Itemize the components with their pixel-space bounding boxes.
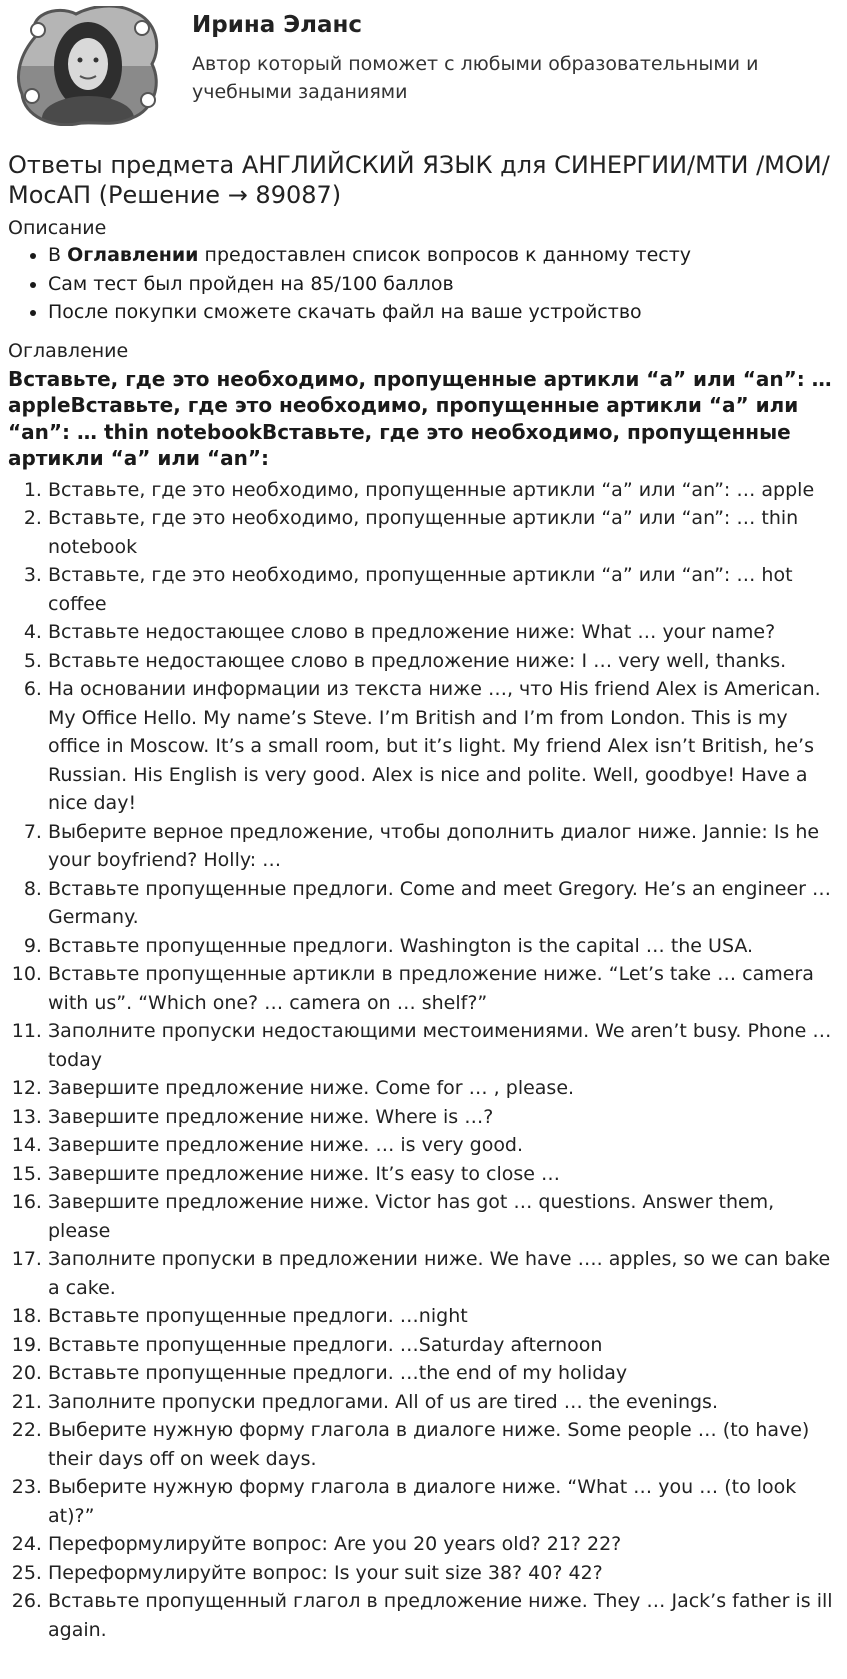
page-title: Ответы предмета АНГЛИЙСКИЙ ЯЗЫК для СИНЕРГИИ/МТИ /МОИ/МосАП (Решение → 89087) [8, 151, 830, 209]
toc-label: Оглавление [8, 339, 129, 362]
description-item-bold: Оглавлении [67, 244, 199, 266]
question-item: 4. Вставьте недостающее слово в предложение ниже: What … your name? [48, 618, 839, 647]
question-item: 25. Переформулируйте вопрос: Is your suit size 38? 40? 42? [48, 1559, 839, 1588]
question-item: 18. Вставьте пропущенные предлоги. …night [48, 1302, 839, 1331]
question-item: 3. Вставьте, где это необходимо, пропущенные артикли “a” или “an”: … hot coffee [48, 561, 839, 618]
description-item-text: После покупки сможете скачать файл на ваше устройство [48, 301, 642, 323]
question-item: 5. Вставьте недостающее слово в предложение ниже: I … very well, thanks. [48, 647, 839, 676]
description-item [48, 270, 839, 299]
author-avatar[interactable] [16, 6, 160, 126]
question-item: 6. На основании информации из текста ниже …, что His friend Alex is American. My Office Hello. My name’s Steve. I’m British and I’m from London. This is my office in Moscow. It’s a small room, but it’s light. My friend Alex isn’t British, he’s Russian. His English is very good. Alex is nice and polite. Well, goodbye! Have a nice day! [48, 675, 839, 818]
question-item: 14. Завершите предложение ниже. … is very good. [48, 1131, 839, 1160]
question-item: 26. Вставьте пропущенный глагол в предложение ниже. They … Jack’s father is ill again. [48, 1587, 839, 1644]
question-item: 10. Вставьте пропущенные артикли в предложение ниже. “Let’s take … camera with us”. “Which one? … camera on … shelf?” [48, 960, 839, 1017]
question-item: 17. Заполните пропуски в предложении ниже. We have …. apples, so we can bake a cake. [48, 1245, 839, 1302]
author-name[interactable]: Ирина Эланс [192, 12, 363, 38]
question-item: 15. Завершите предложение ниже. It’s easy to close … [48, 1160, 839, 1189]
description-item-text: Сам тест был пройден на 85/100 баллов [48, 272, 454, 295]
question-item: 9. Вставьте пропущенные предлоги. Washington is the capital … the USA. [48, 932, 839, 961]
question-item: 8. Вставьте пропущенные предлоги. Come and meet Gregory. He’s an engineer … Germany. [48, 875, 839, 932]
question-item: 13. Завершите предложение ниже. Where is …? [48, 1103, 839, 1132]
question-item: 23. Выберите нужную форму глагола в диалоге ниже. “What … you … (to look at)?” [48, 1473, 839, 1530]
question-item: 20. Вставьте пропущенные предлоги. …the end of my holiday [48, 1359, 839, 1388]
description-item [48, 298, 839, 327]
question-list [8, 476, 839, 1645]
toc-heading: Вставьте, где это необходимо, пропущенные артикли “a” или “an”: … appleВставьте, где это необходимо, пропущенные артикли “a” или “an”: … thin notebookВставьте, где это необходимо, пропущенные артикли “a” или “an”: [8, 366, 832, 470]
question-item: 7. Выберите верное предложение, чтобы дополнить диалог ниже. Jannie: Is he your boyfriend? Holly: … [48, 818, 839, 875]
question-item: 22. Выберите нужную форму глагола в диалоге ниже. Some people … (to have) their days off on week days. [48, 1416, 839, 1473]
question-item: 2. Вставьте, где это необходимо, пропущенные артикли “a” или “an”: … thin notebook [48, 504, 839, 561]
question-item: 21. Заполните пропуски предлогами. All of us are tired … the evenings. [48, 1388, 839, 1417]
description-item-text: предоставлен список вопросов к данному тесту [198, 244, 692, 266]
question-item: 24. Переформулируйте вопрос: Are you 20 years old? 21? 22? [48, 1530, 839, 1559]
description-list [8, 241, 839, 327]
question-item: 19. Вставьте пропущенные предлоги. …Saturday afternoon [48, 1331, 839, 1360]
question-item: 12. Завершите предложение ниже. Come for … , please. [48, 1074, 839, 1103]
question-item: 1. Вставьте, где это необходимо, пропущенные артикли “a” или “an”: … apple [48, 476, 839, 505]
author-description: Автор который поможет с любыми образовательными и учебными заданиями [192, 53, 759, 103]
question-item: 16. Завершите предложение ниже. Victor has got … questions. Answer them, please [48, 1188, 839, 1245]
description-item [48, 241, 839, 270]
description-label: Описание [8, 217, 107, 239]
author-card [8, 0, 839, 138]
description-item-prefix: В [48, 244, 68, 266]
question-item: 11. Заполните пропуски недостающими местоимениями. We aren’t busy. Phone … today [48, 1017, 839, 1074]
